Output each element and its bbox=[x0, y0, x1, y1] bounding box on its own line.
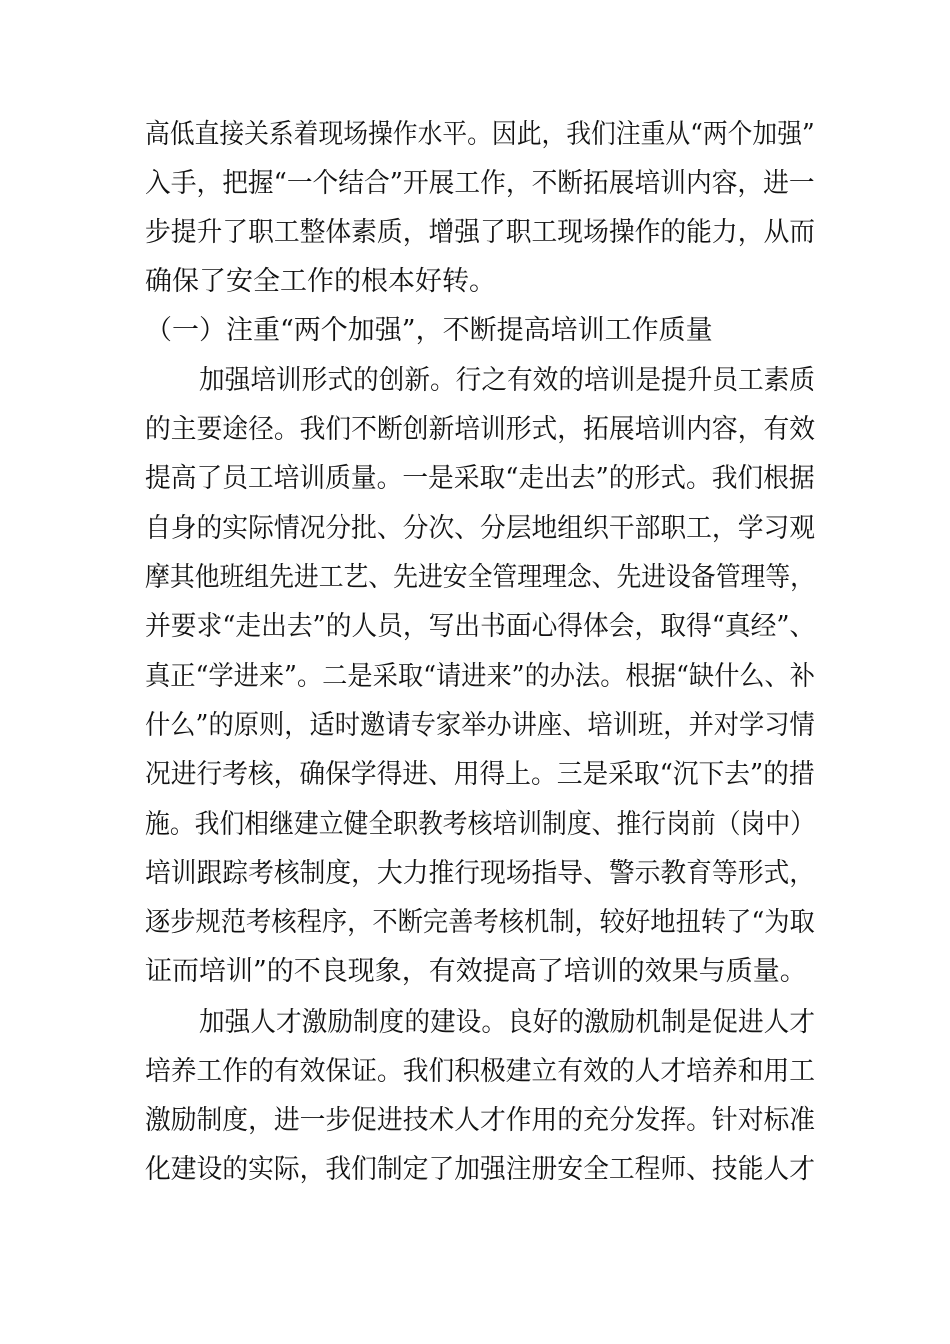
paragraph-line-4: 确保了安全工作的根本好转。 bbox=[145, 266, 496, 297]
paragraph-line-14: 况进行考核，确保学得进、用得上。三是采取“沉下去”的措 bbox=[145, 759, 815, 790]
paragraph-line-10: 摩其他班组先进工艺、先进安全管理理念、先进设备管理等， bbox=[145, 562, 815, 593]
section-heading: （一）注重“两个加强”，不断提高培训工作质量 bbox=[145, 315, 713, 346]
paragraph-line-19: 加强人才激励制度的建设。良好的激励机制是促进人才 bbox=[199, 1007, 815, 1038]
paragraph-line-20: 培养工作的有效保证。我们积极建立有效的人才培养和用工 bbox=[145, 1056, 815, 1087]
paragraph-line-3: 步提升了职工整体素质，增强了职工现场操作的能力，从而 bbox=[145, 217, 815, 248]
paragraph-line-16: 培训跟踪考核制度，大力推行现场指导、警示教育等形式， bbox=[145, 858, 815, 889]
paragraph-line-8: 提高了员工培训质量。一是采取“走出去”的形式。我们根据 bbox=[145, 463, 815, 494]
paragraph-line-6: 加强培训形式的创新。行之有效的培训是提升员工素质 bbox=[199, 365, 815, 396]
paragraph-line-22: 化建设的实际，我们制定了加强注册安全工程师、技能人才 bbox=[145, 1154, 815, 1185]
paragraph-line-1: 高低直接关系着现场操作水平。因此，我们注重从“两个加强” bbox=[145, 119, 815, 150]
paragraph-line-15: 施。我们相继建立健全职教考核培训制度、推行岗前（岗中） bbox=[145, 809, 815, 840]
paragraph-line-9: 自身的实际情况分批、分次、分层地组织干部职工，学习观 bbox=[145, 513, 815, 544]
paragraph-line-13: 什么”的原则，适时邀请专家举办讲座、培训班，并对学习情 bbox=[145, 710, 815, 741]
paragraph-line-11: 并要求“走出去”的人员，写出书面心得体会，取得“真经”、 bbox=[145, 611, 816, 642]
paragraph-line-21: 激励制度，进一步促进技术人才作用的充分发挥。针对标准 bbox=[145, 1105, 815, 1136]
paragraph-line-17: 逐步规范考核程序，不断完善考核机制，较好地扭转了“为取 bbox=[145, 907, 815, 938]
paragraph-line-7: 的主要途径。我们不断创新培训形式，拓展培训内容，有效 bbox=[145, 414, 815, 445]
paragraph-line-12: 真正“学进来”。二是采取“请进来”的办法。根据“缺什么、补 bbox=[145, 661, 816, 692]
paragraph-line-18: 证而培训”的不良现象，有效提高了培训的效果与质量。 bbox=[145, 956, 807, 987]
paragraph-line-2: 入手，把握“一个结合”开展工作，不断拓展培训内容，进一 bbox=[145, 168, 815, 199]
